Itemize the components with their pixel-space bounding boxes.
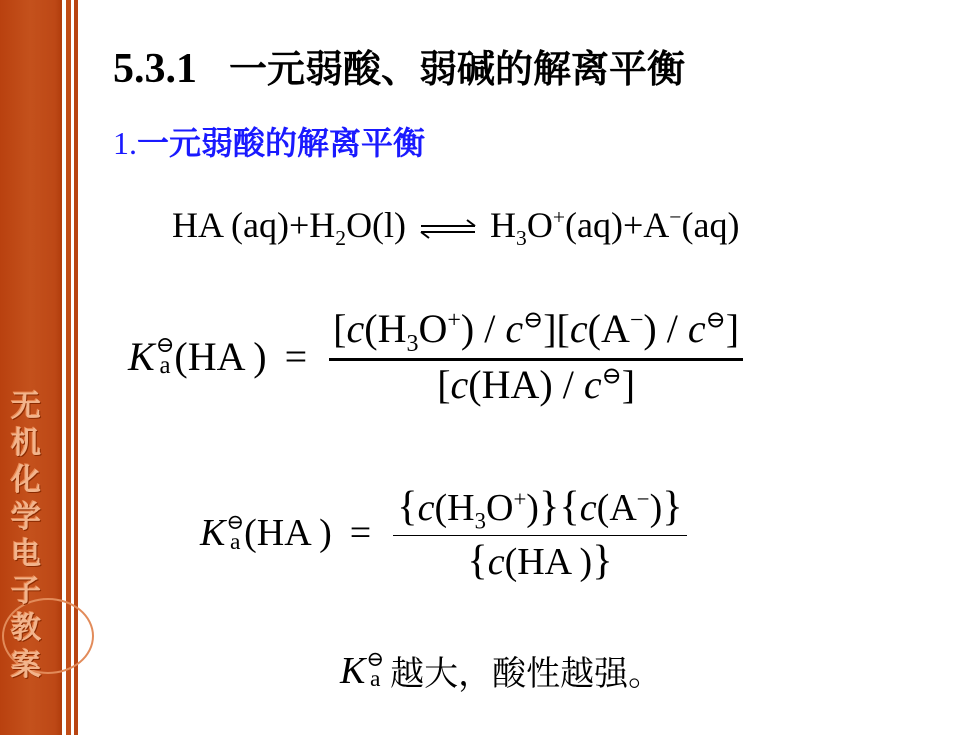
sidebar-char: 电 (11, 537, 41, 572)
standard-state-symbol: ⊖ (523, 307, 544, 334)
math-variable: c (569, 306, 588, 351)
fraction-numerator (329, 305, 743, 358)
k-decorations (155, 332, 175, 380)
sidebar-label (6, 388, 46, 684)
math-text: (H (364, 306, 407, 351)
math-variable: c (487, 540, 505, 583)
section-number: 5.3.1 (113, 46, 197, 92)
fraction-denominator (433, 361, 639, 408)
sidebar-char: 教 (11, 611, 41, 646)
fraction (329, 305, 743, 408)
math-text: O (485, 487, 514, 529)
reaction-superscript: + (552, 205, 566, 229)
reaction-text: O (526, 205, 553, 245)
equals-sign: = (349, 512, 372, 555)
equilibrium-arrow-icon (417, 217, 479, 241)
sidebar-char: 学 (11, 500, 41, 535)
math-variable: c (579, 487, 597, 529)
k-subscript: a (159, 352, 171, 380)
math-text: [ (437, 362, 451, 407)
math-text: ) (526, 487, 539, 529)
math-subscript: 3 (406, 331, 419, 357)
reaction-text: H (490, 205, 517, 245)
equilibrium-constant-formula-1 (128, 305, 743, 408)
k-argument: (HA ) (174, 334, 267, 379)
math-text: ][ (543, 306, 570, 351)
fraction-denominator (463, 536, 616, 585)
math-text: (HA) / (468, 362, 584, 407)
reaction-subscript: 3 (516, 226, 527, 251)
dissociation-reaction (172, 204, 739, 251)
math-superscript: + (513, 486, 527, 512)
sidebar-char: 化 (11, 463, 41, 498)
reaction-subscript: 2 (335, 226, 347, 251)
subsection-number: 1. (113, 125, 137, 161)
math-brace: { (559, 483, 580, 530)
standard-state-symbol: ⊖ (366, 647, 385, 672)
conclusion-text: 越大，酸性越强。 (390, 654, 663, 694)
sidebar-char: 无 (11, 389, 41, 424)
math-variable: c (346, 306, 365, 351)
math-variable: c (687, 306, 706, 351)
math-brace: { (397, 483, 418, 530)
math-text: (H (434, 487, 475, 529)
equals-sign: = (284, 334, 308, 379)
equilibrium-constant-formula-2 (200, 482, 687, 585)
slide-title (113, 38, 685, 93)
math-brace: } (592, 536, 613, 584)
math-text: (A (587, 306, 630, 351)
math-variable: c (450, 362, 469, 407)
section-title-text: 一元弱酸、弱碱的解离平衡 (229, 47, 686, 91)
standard-state-symbol: ⊖ (601, 363, 622, 390)
reaction-text: O(l) (346, 205, 407, 245)
k-argument: (HA ) (244, 512, 332, 555)
math-variable: c (505, 306, 524, 351)
k-decorations (226, 510, 245, 556)
math-brace: } (538, 483, 560, 530)
standard-state-symbol: ⊖ (226, 510, 245, 535)
slide-subtitle (113, 118, 425, 164)
math-text: O (418, 306, 448, 351)
math-text: (HA ) (504, 540, 593, 583)
standard-state-symbol: ⊖ (705, 307, 726, 334)
math-brace: } (662, 483, 683, 530)
math-superscript: − (636, 486, 650, 512)
reaction-superscript: − (669, 205, 682, 229)
k-symbol: K (340, 649, 366, 692)
k-symbol: K (200, 512, 226, 555)
math-superscript: + (447, 307, 461, 334)
k-subscript: a (370, 666, 381, 693)
sidebar-char: 子 (11, 574, 41, 609)
reaction-text: (aq)+A (565, 205, 670, 245)
math-variable: c (583, 362, 602, 407)
reaction-text: (aq) (681, 205, 740, 245)
k-decorations (366, 647, 385, 693)
conclusion-note (340, 646, 662, 695)
k-symbol: K (128, 334, 155, 379)
math-superscript: − (629, 307, 644, 334)
math-variable: c (417, 487, 435, 529)
subsection-title-text: 一元弱酸的解离平衡 (137, 124, 426, 162)
math-text: ) (649, 487, 663, 529)
math-text: (A (596, 487, 637, 529)
math-brace: { (467, 536, 488, 584)
fraction (393, 482, 687, 585)
math-text: ] (725, 306, 740, 351)
k-subscript: a (230, 529, 241, 556)
reaction-text: HA (aq)+H (172, 205, 336, 245)
math-text: [ (333, 306, 347, 351)
math-text: ) / (460, 306, 506, 351)
decorative-sidebar (0, 0, 78, 735)
math-text: ) / (643, 306, 688, 351)
sidebar-char: 案 (11, 648, 41, 683)
math-subscript: 3 (474, 508, 486, 534)
math-text: ] (621, 362, 636, 407)
fraction-numerator (393, 482, 687, 535)
sidebar-char: 机 (11, 426, 41, 461)
standard-state-symbol: ⊖ (155, 332, 175, 358)
